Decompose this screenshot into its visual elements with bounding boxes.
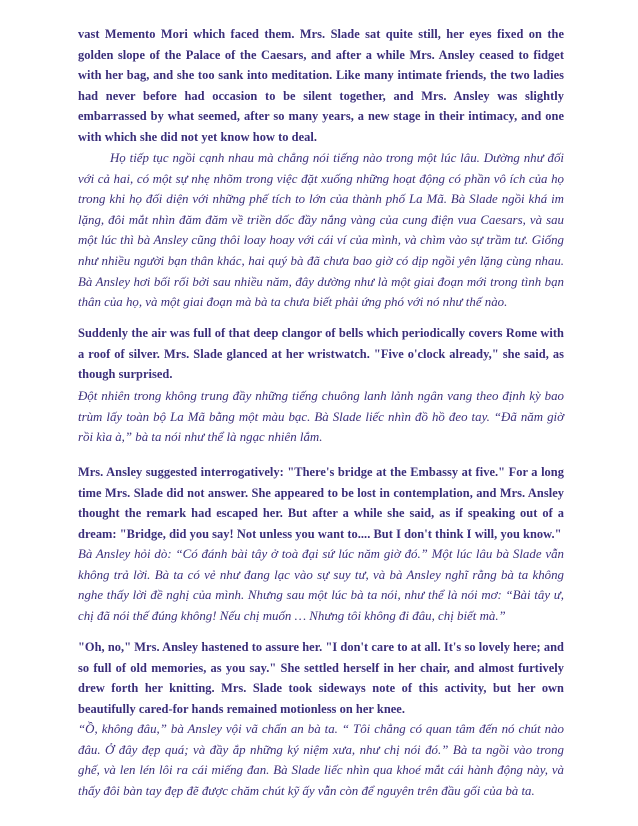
paragraph-3-english: Mrs. Ansley suggested interrogatively: "There's bridge at the Embassy at five." For a long time Mrs. Slade did not answer. She appeared to be lost in contemplation, and Mrs. Ansley thought the remark had escaped her. But after a while she said, as if speaking out of a dream: "Bridge, did you say! Not unless you want to.... But I don't think I will, you know." xyxy=(78,465,564,541)
paragraph-2-vietnamese: Đột nhiên trong không trung đầy những tiếng chuông lanh lảnh ngân vang theo định kỳ bao trùm lấy toàn bộ La Mã bằng một màu bạc. Bà Slade liếc nhìn đồ hồ đeo tay. “Đã năm giờ rồi kìa à,” bà ta nói như thể là ngạc nhiên lắm. xyxy=(78,389,564,445)
paragraph-2-english: Suddenly the air was full of that deep clangor of bells which periodically covers Rome with a roof of silver. Mrs. Slade glanced at her wristwatch. "Five o'clock already," she said, as though surprised. xyxy=(78,326,564,382)
paragraph-4-english: "Oh, no," Mrs. Ansley hastened to assure her. "I don't care to at all. It's so lovely here; and so full of old memories, as you say." She settled herself in her chair, and almost furtively drew forth her knitting. Mrs. Slade took sideways note of this activity, but her own beautifully cared-for hands remained motionless on her knee. xyxy=(78,640,564,716)
paragraph-1-vietnamese: Họ tiếp tục ngồi cạnh nhau mà chẳng nói tiếng nào trong một lúc lâu. Dường như đối với cả hai, có một sự nhẹ nhõm trong việc đặt xuống những hoạt động có phần vô ích của họ trong khi họ đối diện với những phế tích to lớn của thành phố La Mã. Bà Slade ngồi khá im lặng, đôi mắt nhìn đăm đăm về triền dốc đầy nắng vàng của cung điện vua Caesars, và sau một lúc thì bà Ansley cũng thôi loay hoay với cái ví của mình, và chìm vào sự trầm tư. Giống như nhiều người bạn thân khác, hai quý bà đã chưa bao giờ có dịp ngồi yên lặng cùng nhau. Bà Ansley hơi bối rối bởi sau nhiều năm, đây dường như là một giai đoạn mới trong tình bạn thân của họ, và một giai đoạn mà bà ta chưa biết phải ứng phó với nó như thế nào. xyxy=(78,151,564,310)
paragraph-4-vietnamese: “Ồ, không đâu,” bà Ansley vội vã chấn an bà ta. “ Tôi chẳng có quan tâm đến nó chút nào đâu. Ở đây đẹp quá; và đầy ắp những ký niệm xưa, như chị nói đó.” Bà ta ngồi vào trong ghế, và len lén lôi ra cái miếng đan. Bà Slade liếc nhìn qua khoé mắt cái hành động này, và thấy đôi bàn tay đẹp đẽ được chăm chút kỹ ấy vẫn còn để nguyên trên đầu gối của bà ta. xyxy=(78,722,564,798)
paragraph-1-english: vast Memento Mori which faced them. Mrs. Slade sat quite still, her eyes fixed on the golden slope of the Palace of the Caesars, and after a while Mrs. Ansley ceased to fidget with her bag, and she too sank into meditation. Like many intimate friends, the two ladies had never before had occasion to be silent together, and Mrs. Ansley was slightly embarrassed by what seemed, after so many years, a new stage in their intimacy, and one with which she did not yet know how to deal. xyxy=(78,27,564,144)
paragraph-3-vietnamese: Bà Ansley hỏi dò: “Có đánh bài tây ở toà đại sứ lúc năm giờ đó.” Một lúc lâu bà Slade vẫn không trả lời. Bà ta có vẻ như đang lạc vào sự suy tư, và bà Ansley nghĩ rằng bà ta không nghe thấy lời đề nghị của mình. Nhưng sau một lúc bà ta nói, như thể là nói mơ: “Bài tây ư, chị đã nói thế đúng không! Nếu chị muốn … Nhưng tôi không đi đâu, chị biết mà.” xyxy=(78,547,564,623)
